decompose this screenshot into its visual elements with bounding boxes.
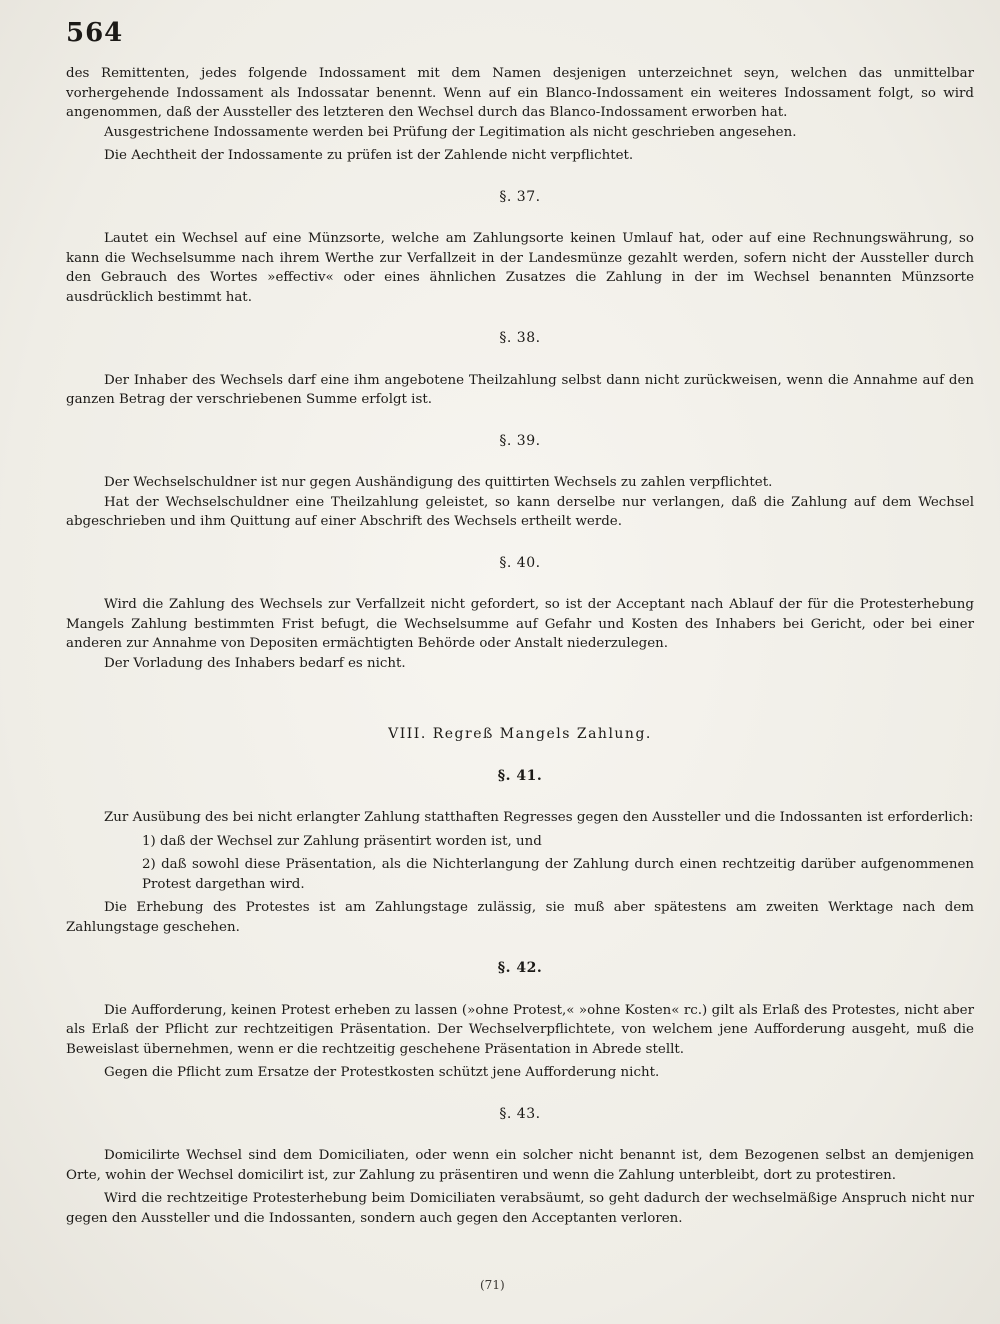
section-heading: §. 37. bbox=[499, 188, 541, 205]
section-heading: §. 39. bbox=[499, 432, 541, 449]
page-footer-mark: (71) bbox=[480, 1278, 505, 1292]
paragraph: Wird die rechtzeitige Protesterhebung beim Domiciliaten verabsäumt, so geht dadurch der wechselmäßige Anspruch nicht nur gegen den Aussteller und die Indossanten, sondern auch gegen den Acceptanten verloren. bbox=[66, 1191, 974, 1226]
paragraph: Domicilirte Wechsel sind dem Domiciliaten, oder wenn ein solcher nicht benannt ist, dem Bezogenen selbst an demjenigen Orte, wohin der Wechsel domicilirt ist, zur Zahlung zu präsentiren und wenn die Zahlung unterbleibt, dort zu protestiren. bbox=[66, 1148, 974, 1183]
paragraph: des Remittenten, jedes folgende Indossament mit dem Namen desjenigen unterzeichnet seyn, welchen das unmittelbar vorhergehende Indossament als Indossatar benennt. Wenn auf ein Blanco-Indossament ein weiteres Indossament folgt, so wird angenommen, daß der Aussteller des letzteren den Wechsel durch das Blanco-Indossament erworben hat. bbox=[66, 66, 974, 120]
paragraph: Der Inhaber des Wechsels darf eine ihm angebotene Theilzahlung selbst dann nicht zurückweisen, wenn die Annahme auf den ganzen Betrag der verschriebenen Summe erfolgt ist. bbox=[66, 372, 974, 407]
section-heading: §. 41. bbox=[497, 767, 543, 784]
section-heading: §. 40. bbox=[499, 554, 541, 571]
paragraph: Ausgestrichene Indossamente werden bei Prüfung der Legitimation als nicht geschrieben angesehen. bbox=[104, 124, 797, 140]
paragraph: Der Wechselschuldner ist nur gegen Aushändigung des quittirten Wechsels zu zahlen verpflichtet. bbox=[104, 475, 773, 490]
list-item: 1) daß der Wechsel zur Zahlung präsentirt worden ist, und bbox=[142, 833, 542, 849]
section-heading: §. 38. bbox=[499, 330, 541, 346]
paragraph: Die Erhebung des Protestes ist am Zahlungstage zulässig, sie muß aber spätestens am zweiten Werktage nach dem Zahlungstage geschehen. bbox=[66, 900, 974, 935]
section-heading: §. 43. bbox=[499, 1105, 541, 1122]
page-body bbox=[66, 64, 974, 1228]
paragraph: Gegen die Pflicht zum Ersatze der Protestkosten schützt jene Aufforderung nicht. bbox=[104, 1065, 660, 1080]
paragraph: Der Vorladung des Inhabers bedarf es nicht. bbox=[104, 655, 406, 671]
page-number: 564 bbox=[66, 18, 124, 48]
paragraph: Die Aechtheit der Indossamente zu prüfen ist der Zahlende nicht verpflichtet. bbox=[104, 148, 634, 163]
list-item: 2) daß sowohl diese Präsentation, als die Nichterlangung der Zahlung durch einen rechtzeitig darüber aufgenommenen Protest dargethan wird. bbox=[142, 857, 974, 892]
paragraph: Die Aufforderung, keinen Protest erheben zu lassen (»ohne Protest,« »ohne Kosten« rc.) gilt als Erlaß des Protestes, nicht aber als Erlaß der Pflicht zur rechtzeitigen Präsentation. Der Wechselverpflichtete, von welchem jene Aufforderung ausgeht, muß die Beweislast übernehmen, wenn er die rechtzeitig geschehene Präsentation in Abrede stellt. bbox=[66, 1002, 974, 1057]
paragraph: Hat der Wechselschuldner eine Theilzahlung geleistet, so kann derselbe nur verlangen, daß die Zahlung auf dem Wechsel abgeschrieben und ihm Quittung auf einer Abschrift des Wechsels ertheilt werde. bbox=[66, 494, 974, 529]
chapter-heading: VIII. Regreß Mangels Zahlung. bbox=[388, 726, 652, 742]
paragraph: Wird die Zahlung des Wechsels zur Verfallzeit nicht gefordert, so ist der Acceptant nach Ablauf der für die Protesterhebung Mangels Zahlung bestimmten Frist befugt, die Wechselsumme auf Gefahr und Kosten des Inhabers bei Gericht, oder bei einer anderen zur Annahme von Depositen ermächtigten Behörde oder Anstalt niederzulegen. bbox=[66, 597, 974, 651]
paragraph: Lautet ein Wechsel auf eine Münzsorte, welche am Zahlungsorte keinen Umlauf hat, oder auf eine Rechnungswährung, so kann die Wechselsumme nach ihrem Werthe zur Verfallzeit in der Landesmünze gezahlt werden, sofern nicht der Aussteller durch den Gebrauch des Wortes »effectiv« oder eines ähnlichen Zusatzes die Zahlung in der im Wechsel benannten Münzsorte ausdrücklich bestimmt hat. bbox=[66, 231, 974, 305]
paragraph: Zur Ausübung des bei nicht erlangter Zahlung statthaften Regresses gegen den Aussteller und die Indossanten ist erforderlich: bbox=[104, 810, 974, 825]
section-heading: §. 42. bbox=[497, 960, 543, 976]
